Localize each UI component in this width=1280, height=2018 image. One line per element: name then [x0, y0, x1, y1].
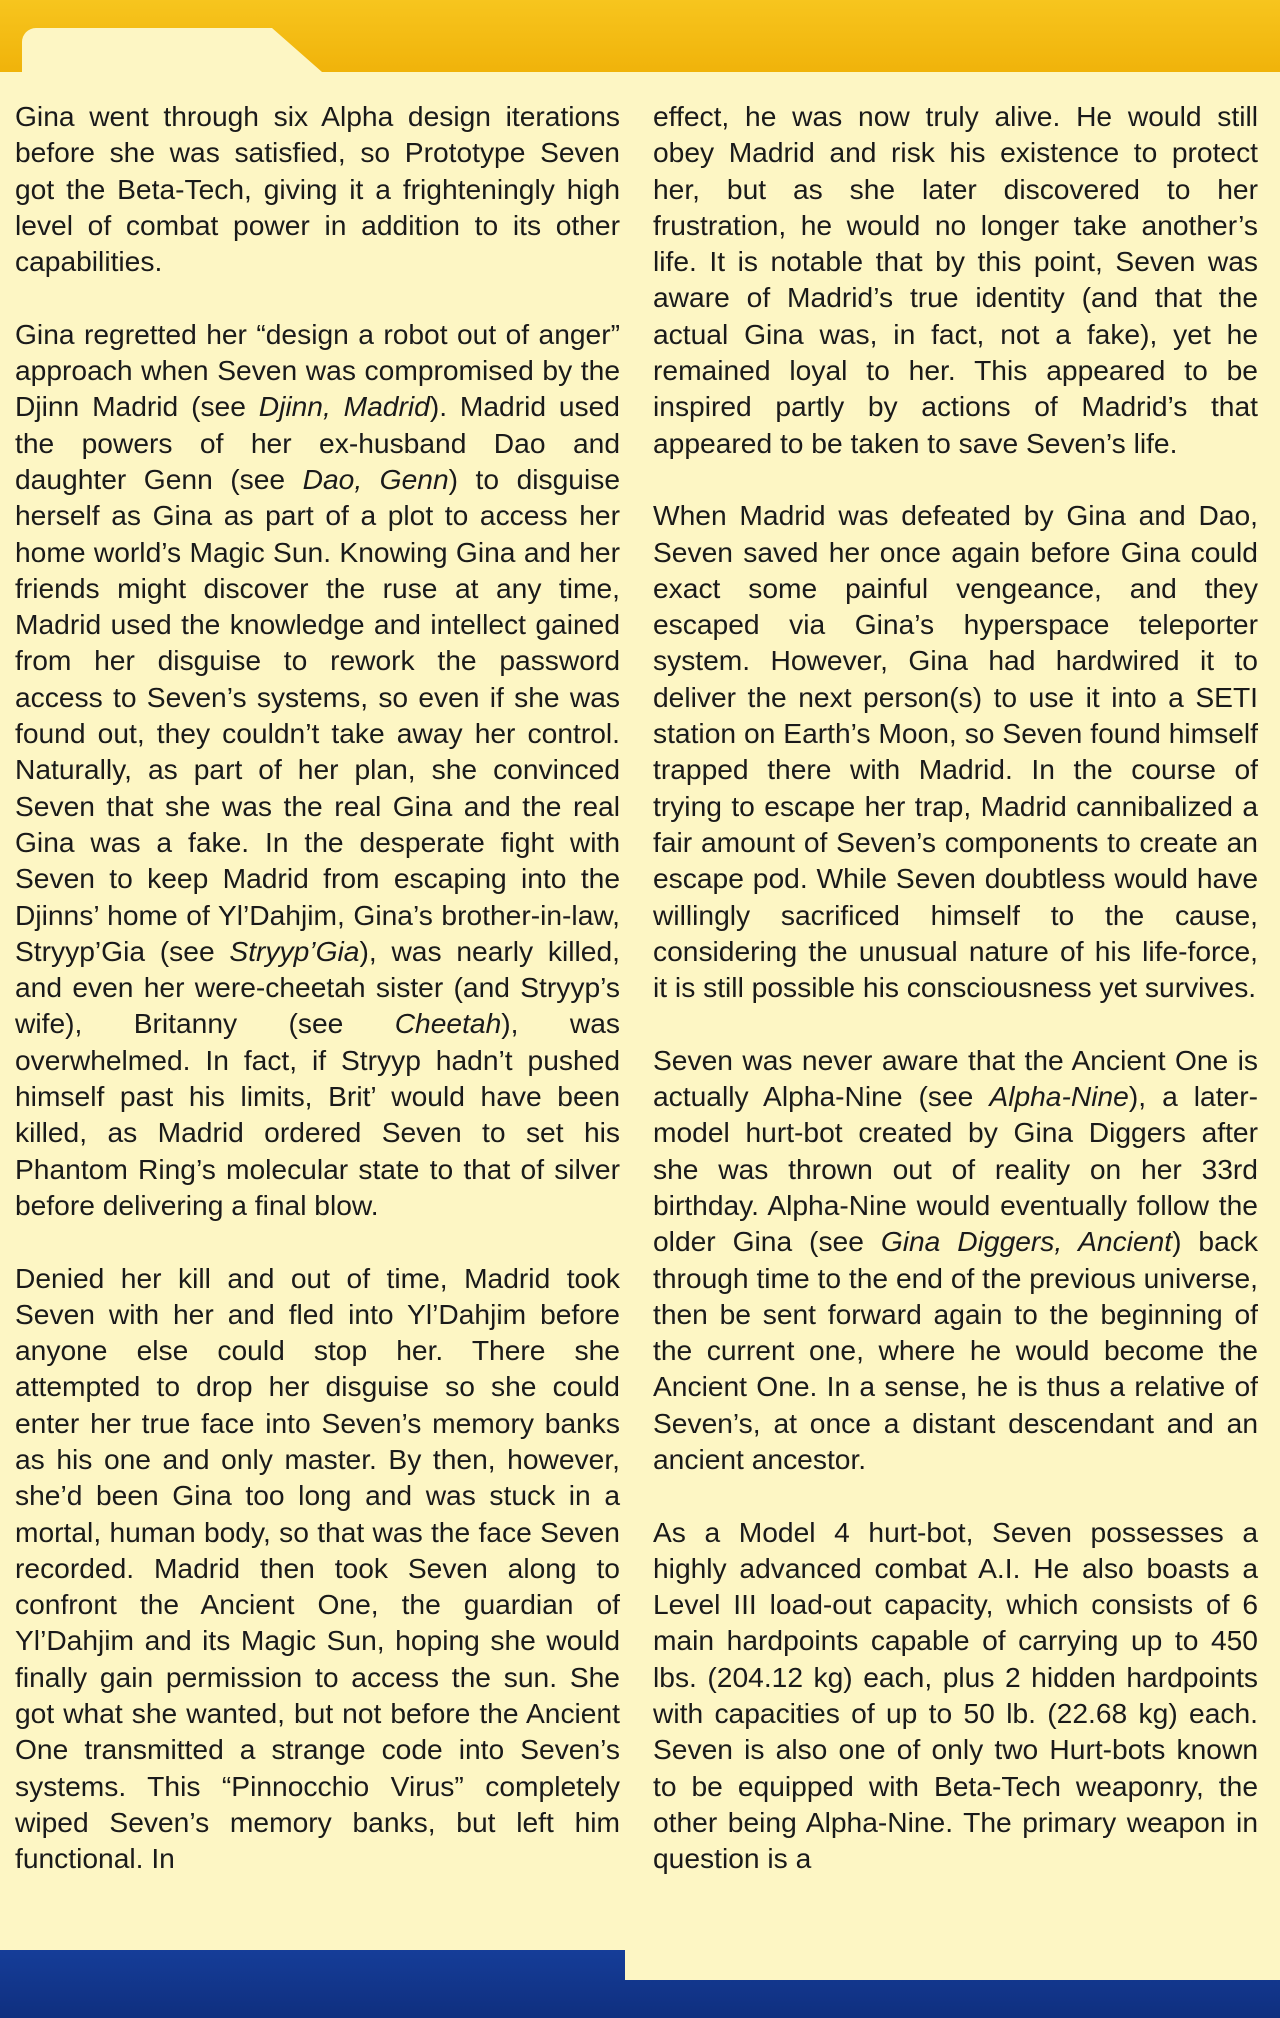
- italic-reference: Stryyp’Gia: [229, 934, 360, 967]
- right-paragraph-2: When Madrid was defeated by Gina and Dao, Seven saved her once again before Gina could exact some painful vengeance, and they escaped via Gina’s hyperspace teleporter system. However, Gina had hardwired it to deliver the next person(s) to use it into a SETI station on Earth’s Moon, so Seven found himself trapped there with Madrid. In the course of trying to escape her trap, Madrid cannibalized a fair amount of Seven’s components to create an escape pod. While Seven doubtless would have willingly sacrificed himself to the cause, considering the unusual nature of his life-force, it is still possible his consciousness yet survives.: [653, 499, 1258, 1004]
- left-paragraph-1: Gina went through six Alpha design iterations before she was satisfied, so Prototype Seven got the Beta-Tech, giving it a frighteningly high level of combat power in addition to its other capabilities.: [15, 100, 620, 278]
- right-column: [653, 98, 1258, 1877]
- italic-reference: Cheetah: [394, 1007, 502, 1040]
- italic-reference: Alpha-Nine: [989, 1080, 1129, 1113]
- right-paragraph-3: [653, 1042, 1258, 1478]
- text-run: Gina regretted her “design a robot out of anger” approach when Seven was compromised by the Djinn Madrid (see: [15, 317, 620, 423]
- italic-reference: Gina Diggers, Ancient: [880, 1225, 1173, 1258]
- text-run: ), was overwhelmed. In fact, if Stryyp hadn’t pushed himself past his limits, Brit’ would have been killed, as Madrid ordered Seven to set his Phantom Ring’s molecular state to that of silver before delivering a final blow.: [15, 1007, 620, 1221]
- text-run: ). Madrid used the powers of her ex-husband Dao and daughter Genn (see: [15, 390, 620, 495]
- text-run: ), was nearly killed, and even her were-cheetah sister (and Stryyp’s wife), Britanny (see: [15, 934, 620, 1040]
- left-column: [15, 98, 620, 1877]
- italic-reference: Djinn, Madrid: [258, 390, 430, 423]
- right-paragraph-4: As a Model 4 hurt-bot, Seven possesses a highly advanced combat A.I. He also boasts a Level III load-out capacity, which consists of 6 main hardpoints capable of carrying up to 450 lbs. (204.12 kg) each, plus 2 hidden hardpoints with capacities of up to 50 lb. (22.68 kg) each. Seven is also one of only two Hurt-bots known to be equipped with Beta-Tech weaponry, the other being Alpha-Nine. The primary weapon in question is a: [653, 1515, 1258, 1875]
- right-paragraph-1: effect, he was now truly alive. He would still obey Madrid and risk his existence to protect her, but as she later discovered to her frustration, he would no longer take another’s life. It is notable that by this point, Seven was aware of Madrid’s true identity (and that the actual Gina was, in fact, not a fake), yet he remained loyal to her. This appeared to be inspired partly by actions of Madrid’s that appeared to be taken to save Seven’s life.: [653, 100, 1258, 459]
- left-paragraph-2: [15, 316, 620, 1223]
- text-run: ) to disguise herself as Gina as part of a plot to access her home world’s Magic Sun. Knowing Gina and her friends might discover the ruse at any time, Madrid used the knowledge and intellect gained from her disguise to rework the password access to Seven’s systems, so even if she was found out, they couldn’t take away her control. Naturally, as part of her plan, she convinced Seven that she was the real Gina and the real Gina was a fake. In the desperate fight with Seven to keep Madrid from escaping into the Djinns’ home of Yl’Dahjim, Gina’s brother-in-law, Stryyp’Gia (see: [15, 462, 620, 967]
- left-paragraph-3: Denied her kill and out of time, Madrid took Seven with her and fled into Yl’Dahjim before anyone else could stop her. There she attempted to drop her disguise so she could enter her true face into Seven’s memory banks as his one and only master. By then, however, she’d been Gina too long and was stuck in a mortal, human body, so that was the face Seven recorded. Madrid then took Seven along to confront the Ancient One, the guardian of Yl’Dahjim and its Magic Sun, hoping she would finally gain permission to access the sun. She got what she wanted, but not before the Ancient One transmitted a strange code into Seven’s systems. This “Pinnocchio Virus” completely wiped Seven’s memory banks, but left him functional. In: [15, 1261, 620, 1875]
- italic-reference: Dao, Genn: [302, 462, 449, 495]
- text-run: ), a later-model hurt-bot created by Gina Diggers after she was thrown out of reality on her 33rd birthday. Alpha-Nine would eventually follow the older Gina (see: [653, 1080, 1259, 1258]
- text-run: ) back through time to the end of the previous universe, then be sent forward again to the beginning of the current one, where he would become the Ancient One. In a sense, he is thus a relative of Seven’s, at once a distant descendant and an ancient ancestor.: [653, 1225, 1258, 1475]
- text-columns: [15, 98, 1260, 1938]
- text-run: Seven was never aware that the Ancient One is actually Alpha-Nine (see: [653, 1043, 1258, 1113]
